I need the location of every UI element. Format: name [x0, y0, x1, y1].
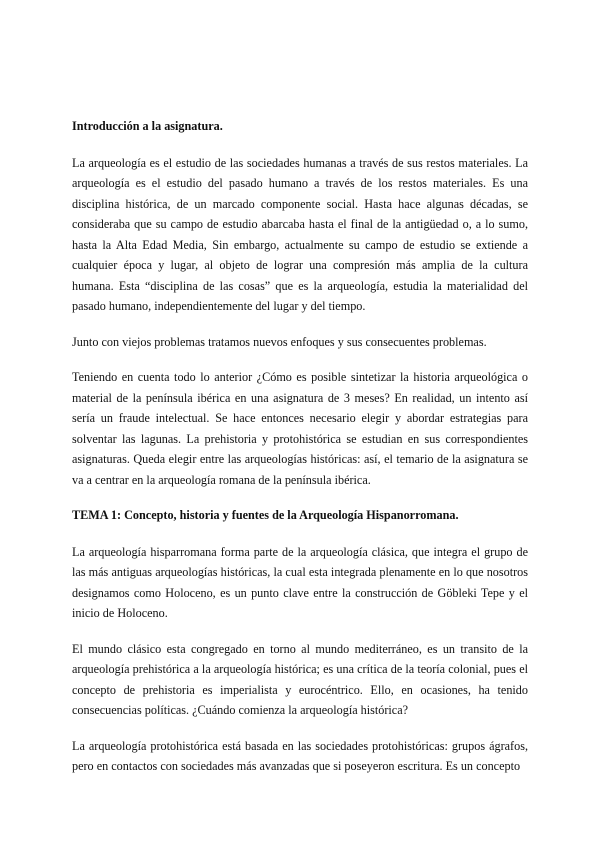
- paragraph-synthesis: Teniendo en cuenta todo lo anterior ¿Cómo es posible sintetizar la historia arqueológica o material de la península ibérica en una asignatura de 3 meses? En realidad, un intento así sería un fraude intelectual. Se hace entonces necesario elegir y abordar estrategias para solventar las lagunas. La prehistoria y protohistórica se estudian en sus correspondientes asignaturas. Queda elegir entre las arqueologías históricas: así, el temario de la asignatura se va a centrar en la arqueología romana de la península ibérica.: [72, 370, 528, 487]
- paragraph-new-approaches: Junto con viejos problemas tratamos nuevos enfoques y sus consecuentes problemas.: [72, 334, 487, 349]
- paragraph-mundo-clasico: El mundo clásico esta congregado en torno al mundo mediterráneo, es un transito de la arqueología prehistórica a la arqueología histórica; es una crítica de la teoría colonial, pues el concepto de prehistoria es imperialista y eurocéntrico. Ello, en ocasiones, ha tenido consecuencias políticas. ¿Cuándo comienza la arqueología histórica?: [72, 641, 528, 717]
- paragraph-hispanorromana: La arqueología hisparromana forma parte de la arqueología clásica, que integra el grupo de las más antiguas arqueologías históricas, la cual esta integrada plenamente en lo que nosotros designamos como Holoceno, es un punto clave entre la construcción de Göbleki Tepe y el inicio de Holoceno.: [72, 544, 528, 620]
- document-page: [72, 116, 528, 792]
- intro-heading: Introducción a la asignatura.: [72, 119, 223, 133]
- paragraph-definition: La arqueología es el estudio de las sociedades humanas a través de sus restos materiales. La arqueología es el estudio del pasado humano a través de los restos materiales. Es una disciplina histórica, de un marcado componente social. Hasta hace algunas décadas, se consideraba que su campo de estudio abarcaba hasta el final de la antigüedad o, a lo sumo, hasta la Alta Edad Media, Sin embargo, actualmente su campo de estudio se extiende a cualquier época y lugar, al objeto de lograr una compresión más amplia de la cultura humana. Esta “disciplina de las cosas” que es la arqueología, estudia la materialidad del pasado humano, independientemente del lugar y del tiempo.: [72, 155, 528, 313]
- paragraph-protohistorica: La arqueología protohistórica está basada en las sociedades protohistóricas: grupos ágrafos, pero en contactos con sociedades más avanzadas que si poseyeron escritura. Es un concepto: [72, 738, 528, 773]
- tema-heading: TEMA 1: Concepto, historia y fuentes de la Arqueología Hispanorromana.: [72, 508, 459, 522]
